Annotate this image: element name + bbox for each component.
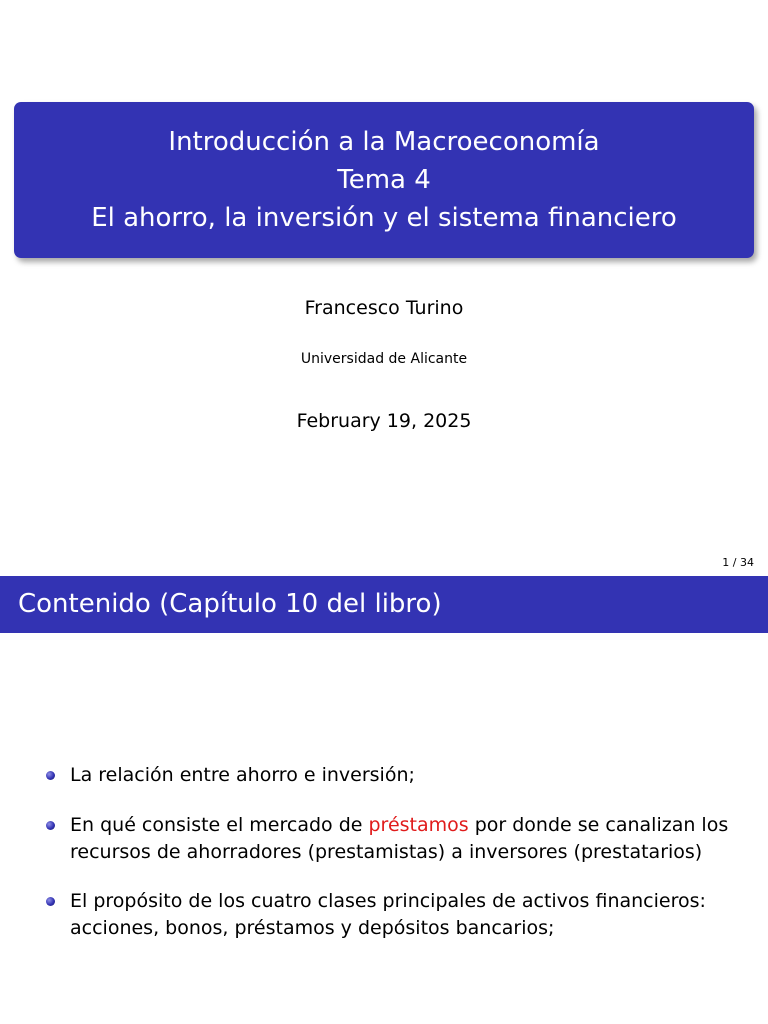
frame-title: Contenido (Capítulo 10 del libro) bbox=[0, 576, 768, 633]
bullet-text-line: recursos de ahorradores (prestamistas) a inversores (prestatarios) bbox=[70, 841, 703, 863]
bullet-text-line: El propósito de los cuatro clases principales de activos financieros: bbox=[70, 890, 706, 912]
presentation-title: Introducción a la Macroeconomía bbox=[168, 127, 600, 157]
page-number: 1 / 34 bbox=[722, 556, 754, 569]
bullet-text-line: La relación entre ahorro e inversión; bbox=[70, 764, 415, 786]
bullet-text bbox=[70, 812, 750, 866]
institute-name: Universidad de Alicante bbox=[300, 351, 468, 367]
bullet-icon bbox=[46, 771, 55, 780]
bullet-text bbox=[70, 762, 750, 789]
bullet-text-segment: En qué consiste el mercado de bbox=[70, 814, 369, 836]
contents-slide bbox=[0, 576, 768, 1024]
topic-number: Tema 4 bbox=[337, 165, 431, 195]
title-block bbox=[14, 102, 754, 258]
author-name: Francesco Turino bbox=[304, 297, 464, 319]
bullet-text-segment: por donde se canalizan los bbox=[468, 814, 729, 836]
highlighted-term: préstamos bbox=[368, 814, 469, 836]
topic-title: El ahorro, la inversión y el sistema financiero bbox=[91, 203, 677, 233]
bullet-icon bbox=[46, 821, 55, 830]
bullet-text bbox=[70, 888, 750, 942]
presentation-date: February 19, 2025 bbox=[296, 410, 472, 432]
bullet-text-line: acciones, bonos, préstamos y depósitos bancarios; bbox=[70, 917, 555, 939]
bullet-icon bbox=[46, 897, 55, 906]
